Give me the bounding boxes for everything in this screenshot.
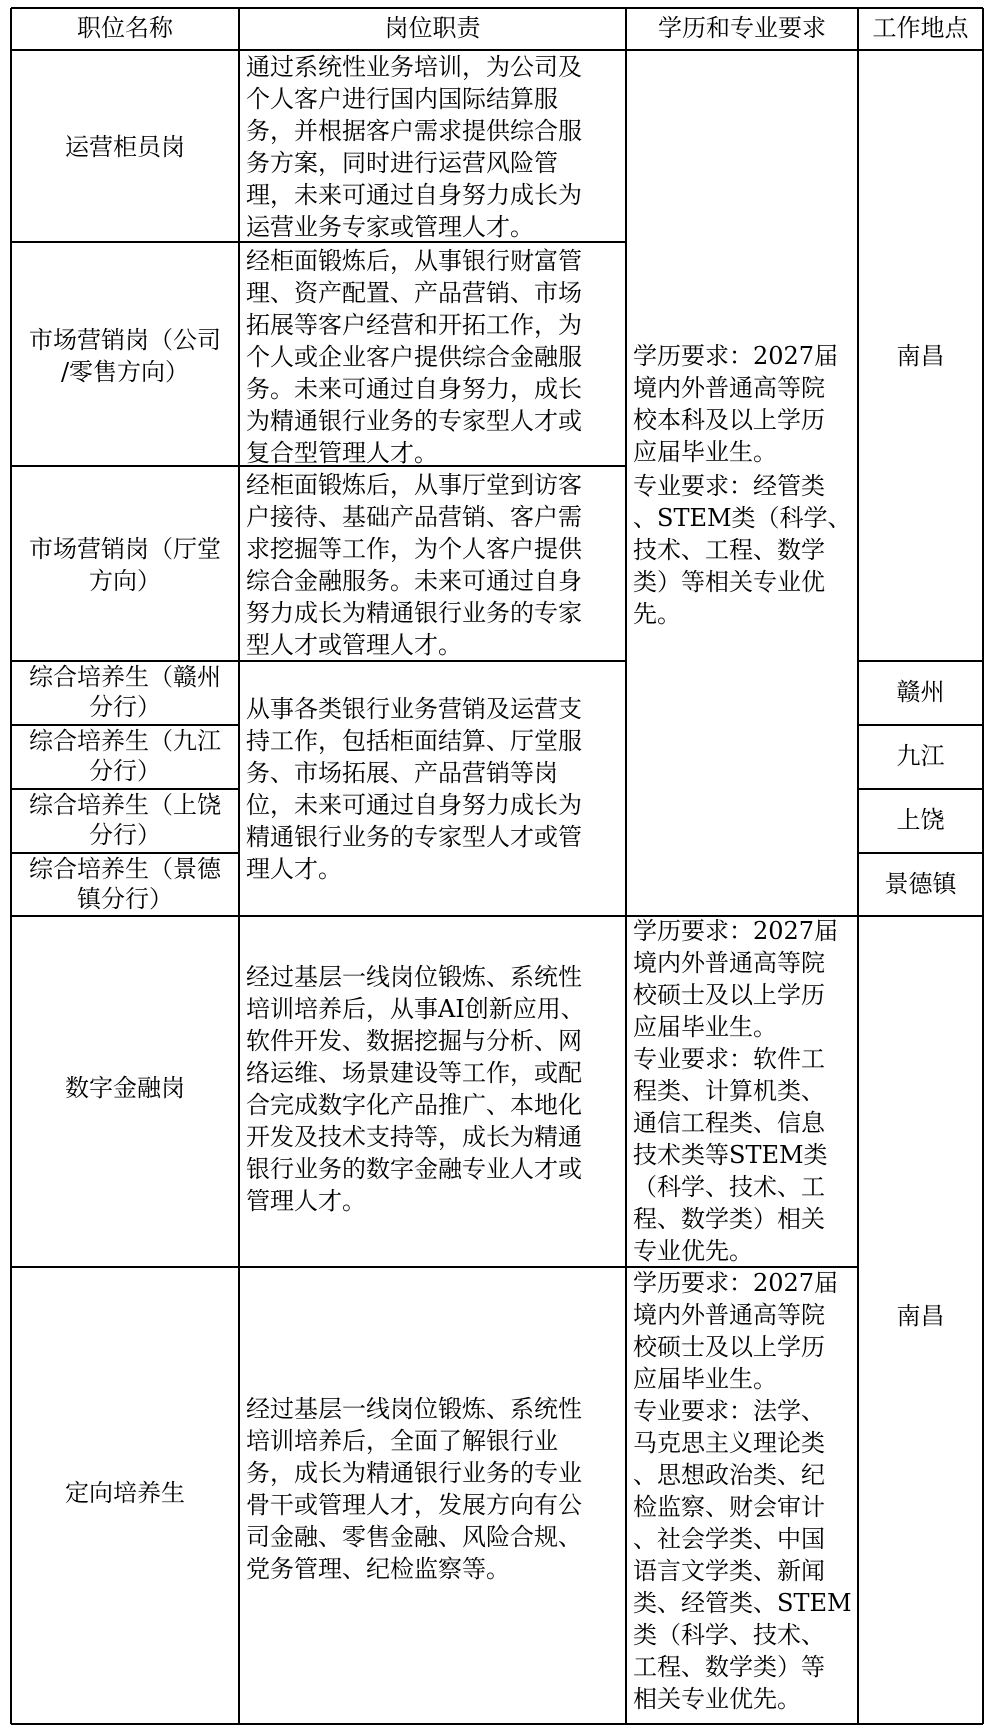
duty-line: 经过基层一线岗位锻炼、系统性	[246, 1395, 582, 1423]
duty-line: 银行业务的数字金融专业人才或	[246, 1155, 582, 1183]
duty-line: 通过系统性业务培训，为公司及	[246, 53, 582, 81]
requirement-line: 应届毕业生。	[633, 1365, 777, 1393]
duty-line: 务。未来可通过自身努力，成长	[246, 375, 582, 403]
duty-line: 党务管理、纪检监察等。	[246, 1555, 510, 1583]
requirement-line: 语言文学类、新闻	[633, 1557, 825, 1585]
requirement-line: 类（科学、技术、	[633, 1621, 825, 1649]
duty-line: 司金融、零售金融、风险合规、	[246, 1523, 582, 1551]
duty-line: 位，未来可通过自身努力成长为	[246, 791, 582, 819]
duty-line: 务、市场拓展、产品营销等岗	[246, 759, 558, 787]
requirement-line: 校硕士及以上学历	[633, 981, 825, 1009]
position-name: 分行）	[89, 693, 161, 721]
header-position-name: 职位名称	[77, 14, 173, 42]
position-name: 运营柜员岗	[65, 133, 185, 161]
requirement-line: 程类、计算机类、	[633, 1077, 825, 1105]
header-location: 工作地点	[872, 14, 969, 42]
requirement-line: 马克思主义理论类	[633, 1429, 825, 1457]
requirement-line: 检监察、财会审计	[633, 1493, 825, 1521]
duty-line: 型人才或管理人才。	[246, 631, 462, 659]
duty-line: 合完成数字化产品推广、本地化	[246, 1091, 582, 1119]
duty-line: 理、资产配置、产品营销、市场	[246, 279, 582, 307]
position-name: 定向培养生	[65, 1479, 185, 1507]
location-jingdezhen: 景德镇	[884, 870, 957, 898]
position-name: 综合培养生（赣州	[29, 663, 221, 691]
requirement-line: 类、经管类、STEM	[633, 1589, 852, 1617]
duty-line: 从事各类银行业务营销及运营支	[246, 695, 582, 723]
requirement-line: 境内外普通高等院	[633, 1301, 825, 1329]
position-name: /零售方向）	[60, 358, 190, 386]
duty-line: 务，成长为精通银行业务的专业	[246, 1459, 582, 1487]
duty-line: 骨干或管理人才，发展方向有公	[246, 1491, 582, 1519]
requirement-line: 专业要求：经管类	[633, 472, 825, 500]
duty-line: 复合型管理人才。	[246, 439, 438, 467]
duty-line: 努力成长为精通银行业务的专家	[246, 599, 582, 627]
location-shangrao: 上饶	[896, 806, 945, 834]
duty-line: 个人客户进行国内国际结算服	[246, 85, 558, 113]
duty-line: 培训培养后，从事AI创新应用、	[246, 995, 585, 1023]
requirement-line: 技术、工程、数学	[633, 536, 825, 564]
requirement-line: 通信工程类、信息	[633, 1109, 825, 1137]
position-name: 数字金融岗	[65, 1074, 185, 1102]
requirement-line: 、社会学类、中国	[633, 1525, 825, 1553]
duty-line: 管理人才。	[246, 1187, 366, 1215]
duty-line: 理人才。	[246, 855, 342, 883]
header-requirements: 学历和专业要求	[658, 14, 826, 42]
requirement-line: 应届毕业生。	[633, 438, 777, 466]
duty-line: 运营业务专家或管理人才。	[246, 213, 534, 241]
requirement-line: 校硕士及以上学历	[633, 1333, 825, 1361]
requirement-line: 专业优先。	[633, 1237, 753, 1265]
location-nanchang: 南昌	[896, 342, 945, 370]
duty-line: 务，并根据客户需求提供综合服	[246, 117, 582, 145]
requirement-line: 学历要求：2027届	[633, 342, 839, 370]
duty-line: 持工作，包括柜面结算、厅堂服	[246, 727, 582, 755]
location-ganzhou: 赣州	[896, 678, 945, 706]
requirement-line: （科学、技术、工	[633, 1173, 825, 1201]
requirement-line: 学历要求：2027届	[633, 1269, 839, 1297]
requirement-line: 先。	[633, 600, 681, 628]
requirement-line: 境内外普通高等院	[633, 949, 825, 977]
requirement-line: 技术类等STEM类	[633, 1141, 828, 1169]
duty-line: 为精通银行业务的专家型人才或	[246, 407, 582, 435]
duty-line: 精通银行业务的专家型人才或管	[246, 823, 582, 851]
position-name: 分行）	[89, 821, 161, 849]
requirement-line: 、思想政治类、纪	[633, 1461, 825, 1489]
requirement-line: 应届毕业生。	[633, 1013, 777, 1041]
duty-line: 软件开发、数据挖掘与分析、网	[246, 1027, 582, 1055]
position-name: 市场营销岗（公司	[29, 326, 221, 354]
duty-line: 个人或企业客户提供综合金融服	[246, 343, 582, 371]
duty-line: 务方案，同时进行运营风险管	[246, 149, 558, 177]
duty-line: 开发及技术支持等，成长为精通	[246, 1123, 582, 1151]
header-duties: 岗位职责	[384, 14, 481, 42]
position-name: 综合培养生（上饶	[29, 791, 221, 819]
requirement-line: 类）等相关专业优	[633, 568, 825, 596]
requirement-line: 专业要求：法学、	[633, 1397, 825, 1425]
position-name: 综合培养生（景德	[29, 855, 221, 883]
duty-line: 理，未来可通过自身努力成长为	[246, 181, 582, 209]
duty-line: 拓展等客户经营和开拓工作，为	[246, 311, 582, 339]
requirement-line: 相关专业优先。	[633, 1685, 801, 1713]
requirement-line: 程、数学类）相关	[633, 1205, 825, 1233]
duty-line: 户接待、基础产品营销、客户需	[246, 503, 582, 531]
duty-line: 求挖掘等工作，为个人客户提供	[246, 535, 582, 563]
duty-line: 综合金融服务。未来可通过自身	[246, 567, 582, 595]
duty-line: 经柜面锻炼后，从事厅堂到访客	[246, 471, 582, 499]
position-name: 方向）	[89, 567, 161, 595]
position-name: 市场营销岗（厅堂	[29, 535, 221, 563]
position-name: 综合培养生（九江	[29, 727, 221, 755]
requirement-line: 校本科及以上学历	[633, 406, 825, 434]
requirement-line: 境内外普通高等院	[633, 374, 825, 402]
requirement-line: 工程、数学类）等	[633, 1653, 825, 1681]
duty-line: 络运维、场景建设等工作，或配	[246, 1059, 582, 1087]
requirement-line: 、STEM类（科学、	[633, 504, 852, 532]
duty-line: 培训培养后，全面了解银行业	[246, 1427, 558, 1455]
location-nanchang: 南昌	[896, 1302, 945, 1330]
duty-line: 经柜面锻炼后，从事银行财富管	[246, 247, 582, 275]
requirement-line: 学历要求：2027届	[633, 917, 839, 945]
position-name: 镇分行）	[77, 885, 173, 913]
position-name: 分行）	[89, 757, 161, 785]
requirement-line: 专业要求：软件工	[633, 1045, 825, 1073]
duty-line: 经过基层一线岗位锻炼、系统性	[246, 963, 582, 991]
location-jiujiang: 九江	[896, 742, 945, 770]
